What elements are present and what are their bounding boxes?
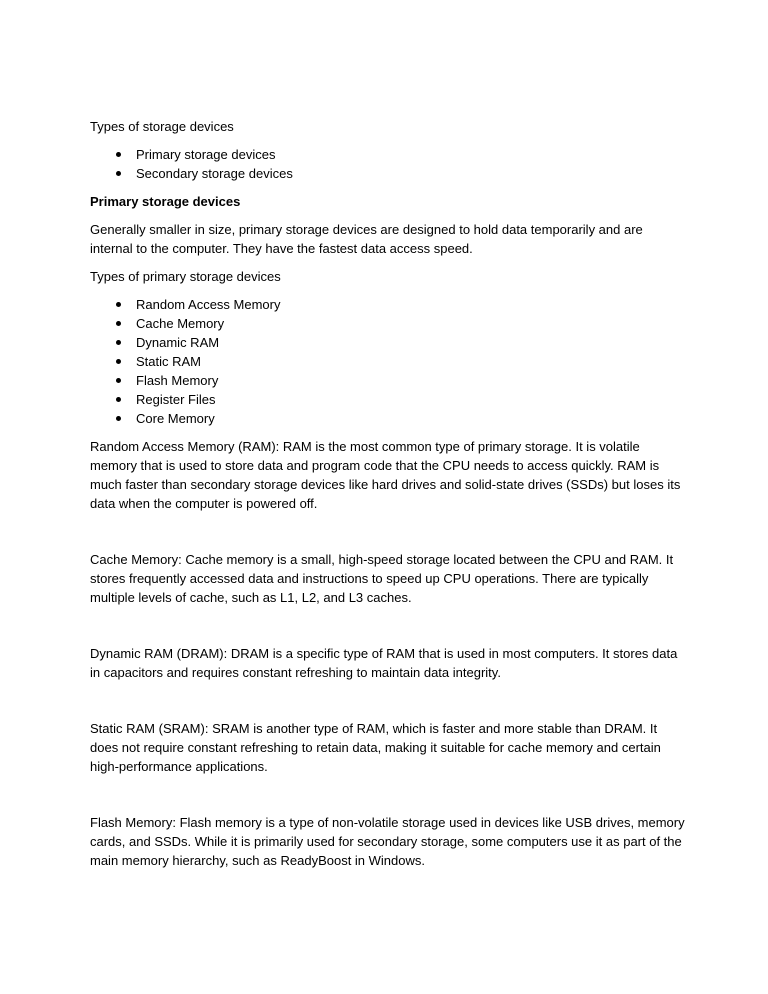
primary-types-list <box>90 295 688 428</box>
list-item: Flash Memory <box>90 371 688 390</box>
paragraph-flash: Flash Memory: Flash memory is a type of non-volatile storage used in devices like USB drives, memory cards, and SSDs. While it is primarily used for secondary storage, some computers use it as part of the main memory hierarchy, such as ReadyBoost in Windows. <box>90 815 685 868</box>
primary-types-title: Types of primary storage devices <box>90 269 281 284</box>
intro-title: Types of storage devices <box>90 119 234 134</box>
list-item: Dynamic RAM <box>90 333 688 352</box>
paragraph-sram: Static RAM (SRAM): SRAM is another type of RAM, which is faster and more stable than DRAM. It does not require constant refreshing to retain data, making it suitable for cache memory and certain high-performance applications. <box>90 721 661 774</box>
list-item: Static RAM <box>90 352 688 371</box>
storage-types-list <box>90 145 688 183</box>
list-item: Cache Memory <box>90 314 688 333</box>
list-item: Register Files <box>90 390 688 409</box>
paragraph-ram: Random Access Memory (RAM): RAM is the most common type of primary storage. It is volatile memory that is used to store data and program code that the CPU needs to access quickly. RAM is much faster than secondary storage devices like hard drives and solid-state drives (SSDs) but loses its data when the computer is powered off. <box>90 439 681 511</box>
list-item: Random Access Memory <box>90 295 688 314</box>
primary-description: Generally smaller in size, primary storage devices are designed to hold data temporarily and are internal to the computer. They have the fastest data access speed. <box>90 222 643 256</box>
paragraph-dram: Dynamic RAM (DRAM): DRAM is a specific type of RAM that is used in most computers. It stores data in capacitors and requires constant refreshing to maintain data integrity. <box>90 646 678 680</box>
list-item: Secondary storage devices <box>90 164 688 183</box>
section-heading: Primary storage devices <box>90 194 241 209</box>
list-item: Primary storage devices <box>90 145 688 164</box>
list-item: Core Memory <box>90 409 688 428</box>
paragraph-cache: Cache Memory: Cache memory is a small, high-speed storage located between the CPU and RAM. It stores frequently accessed data and instructions to speed up CPU operations. There are typically multiple levels of cache, such as L1, L2, and L3 caches. <box>90 552 674 605</box>
